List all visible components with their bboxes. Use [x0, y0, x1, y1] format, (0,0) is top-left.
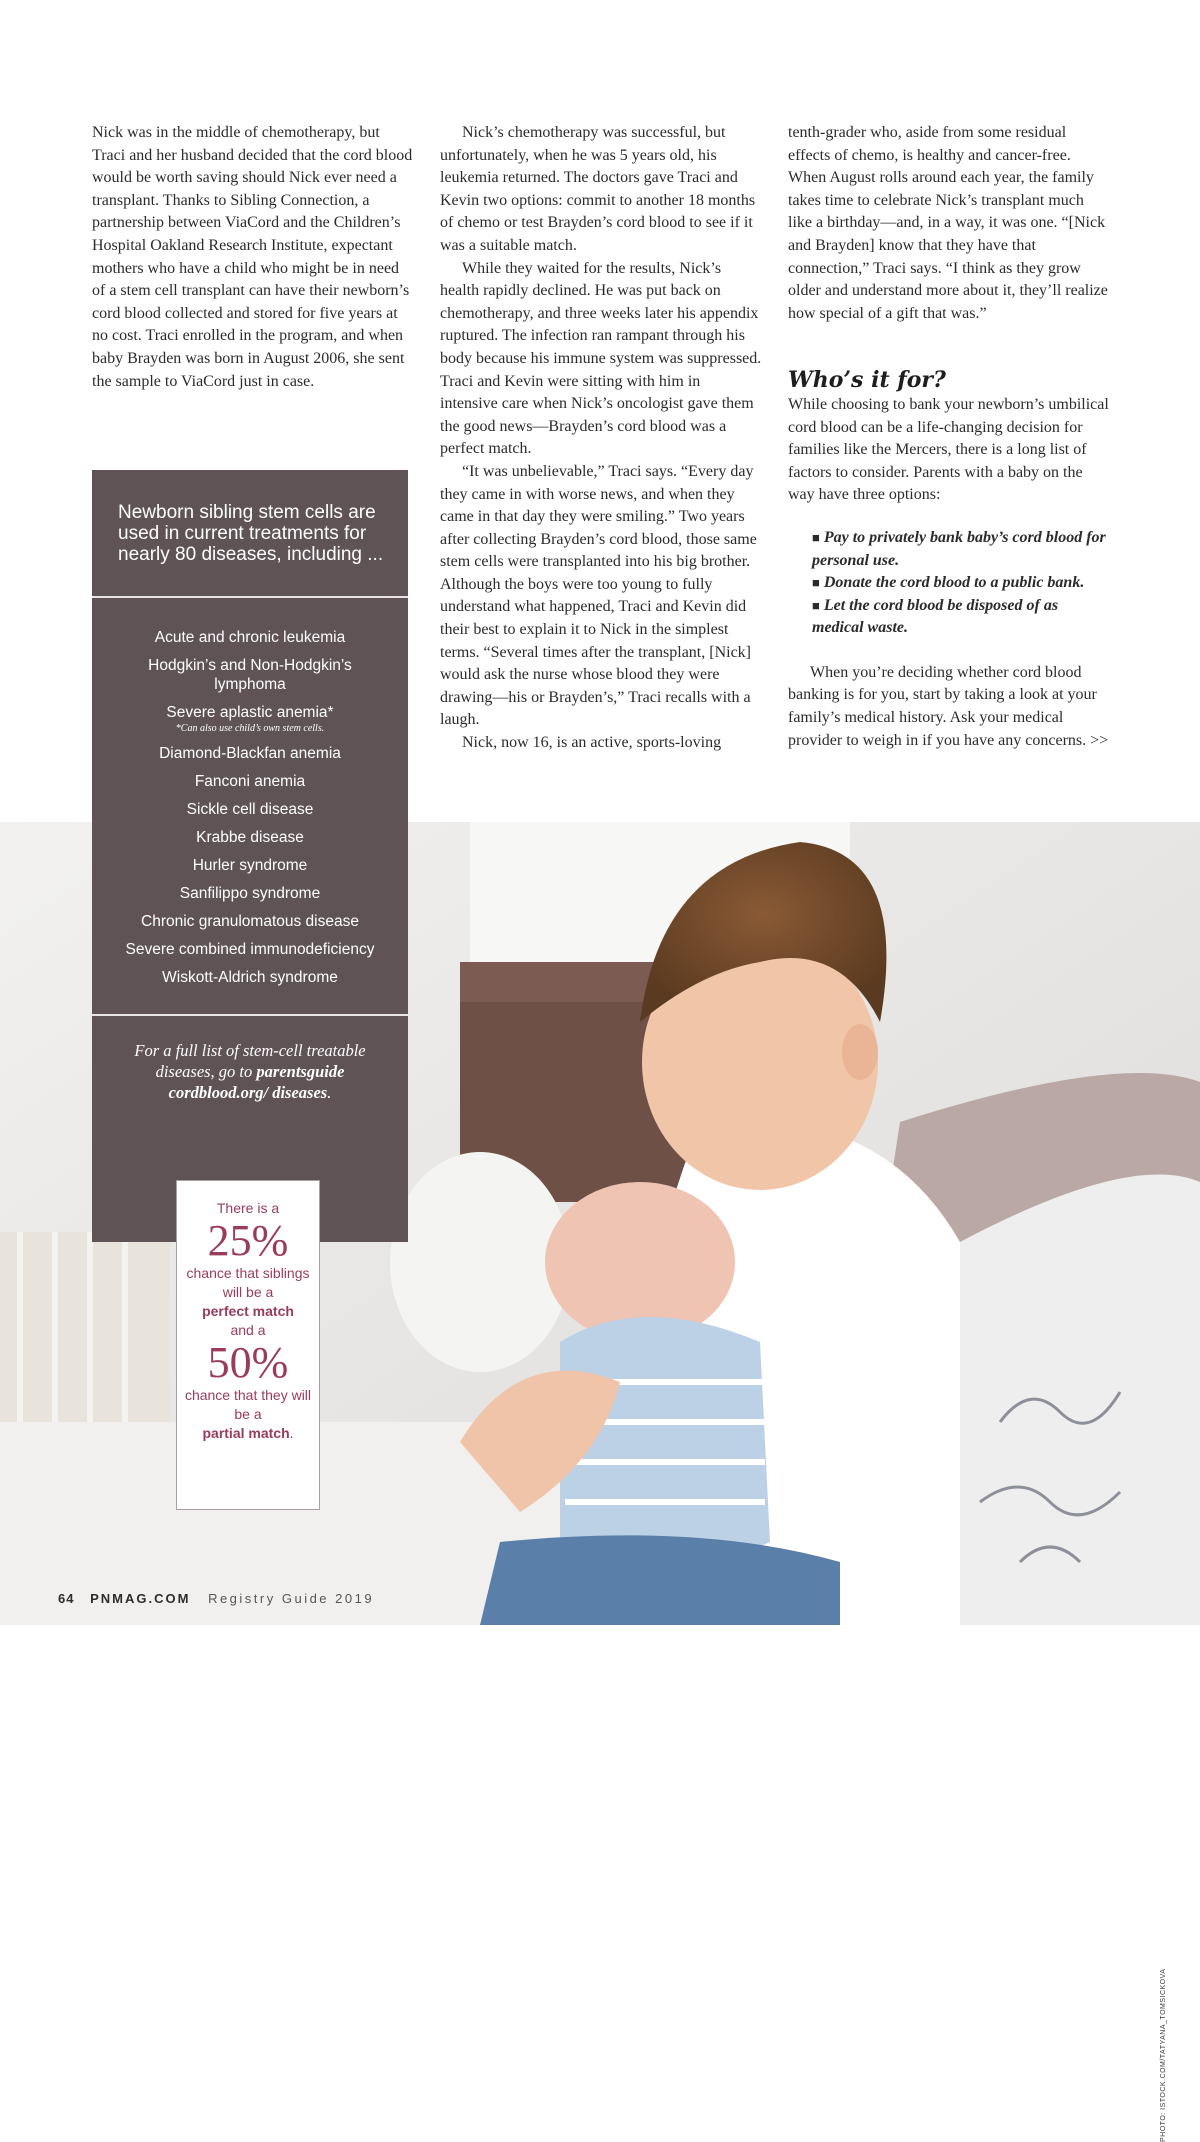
- body-paragraph: tenth-grader who, aside from some residual effects of chemo, is healthy and cancer-free. When August rolls around each year, the family takes time to celebrate Nick’s transplant much like a birthday—and, in a way, it was one. “[Nick and Brayden] know that they have that connection,” Traci says. “I think as they grow older and understand more about it, they’ll realize how special of a gift that was.”: [788, 124, 1108, 322]
- list-item: Diamond-Blackfan anemia: [159, 745, 341, 762]
- list-item: Sickle cell disease: [186, 801, 314, 818]
- list-item: Severe aplastic anemia* *Can also use child’s own stem cells.: [112, 703, 388, 735]
- body-paragraph: Nick, now 16, is an active, sports-loving: [462, 734, 722, 752]
- bullet-square-icon: ■: [812, 597, 820, 613]
- body-paragraph: While choosing to bank your newborn’s umbilical cord blood can be a life-changing decision for families like the Mercers, there is a long list of factors to consider. Parents with a baby on the way have three options:: [788, 395, 1109, 504]
- article-column-2: [440, 122, 762, 755]
- page-footer: [58, 1591, 374, 1606]
- bullet-square-icon: ■: [812, 575, 820, 591]
- list-item: ■ Donate the cord blood to a public bank.: [812, 574, 1085, 592]
- body-paragraph: When you’re deciding whether cord blood banking is for you, start by taking a look at your family’s medical history. Ask your medical provider to weigh in if you have any concerns. >>: [788, 663, 1109, 749]
- bullet-square-icon: ■: [812, 529, 820, 545]
- article-column-1: [92, 122, 414, 393]
- list-item: Sanfilippo syndrome: [179, 885, 321, 902]
- sidebar-footer: For a full list of stem-cell treatable diseases, go to parentsguide cordblood.org/ diseases.: [134, 1041, 366, 1102]
- body-paragraph: Nick’s chemotherapy was successful, but unfortunately, when he was 5 years old, his leukemia returned. The doctors gave Traci and Kevin two options: commit to another 18 months of chemo or test Brayden’s cord blood to see if it was a suitable match.: [440, 124, 756, 254]
- site-name: PNMAG.COM: [90, 1591, 191, 1606]
- photo-credit: PHOTO: ISTOCK.COM/TATYANA_TOMSICKOVA: [1160, 1968, 1167, 2142]
- body-paragraph: Nick was in the middle of chemotherapy, but Traci and her husband decided that the cord blood would be worth saving should Nick ever need a transplant. Thanks to Sibling Connection, a partnership between ViaCord and the Children’s Hospital Oakland Research Institute, expectant mothers who have a child who might be in need of a stem cell transplant can have their newborn’s cord blood collected and stored for five years at no cost. Traci enrolled in the program, and when baby Brayden was born in August 2006, she sent the sample to ViaCord just in case.: [92, 124, 413, 390]
- article-column-3: [788, 122, 1110, 752]
- list-item: ■ Pay to privately bank baby’s cord blood for personal use.: [812, 528, 1106, 569]
- stat-percent: 25%: [207, 1216, 289, 1265]
- disease-sidebar: [92, 470, 408, 1242]
- page-number: 64: [58, 1591, 75, 1606]
- list-item: Fanconi anemia: [194, 773, 306, 790]
- list-item: Acute and chronic leukemia: [154, 629, 346, 646]
- list-item: Wiskott-Aldrich syndrome: [162, 969, 338, 986]
- disease-list-link[interactable]: parentsguide cordblood.org/ diseases: [168, 1062, 345, 1102]
- body-paragraph: While they waited for the results, Nick’s health rapidly declined. He was put back on chemotherapy, and three weeks later his appendix ruptured. The infection ran rampant through his body because his immune system was suppressed. Traci and Kevin were sitting with him in intensive care when Nick’s oncologist gave them the good news—Brayden’s cord blood was a perfect match.: [440, 259, 762, 458]
- list-item: Chronic granulomatous disease: [141, 913, 359, 930]
- list-item: Hurler syndrome: [192, 857, 308, 874]
- publication-name: Registry Guide 2019: [208, 1591, 375, 1606]
- disease-list: [92, 598, 408, 1014]
- sidebar-heading: Newborn sibling stem cells are used in current treatments for nearly 80 diseases, including ...: [118, 502, 384, 565]
- list-item: Krabbe disease: [196, 829, 304, 846]
- section-subhead: Who’s it for?: [788, 367, 946, 394]
- list-item: ■ Let the cord blood be disposed of as medical waste.: [812, 596, 1059, 637]
- list-item: Hodgkin’s and Non-Hodgkin’s lymphoma: [148, 657, 352, 693]
- options-list: [812, 527, 1110, 640]
- stat-percent: 50%: [207, 1338, 289, 1387]
- footnote: *Can also use child’s own stem cells.: [175, 723, 325, 734]
- list-item: Severe combined immunodeficiency: [125, 941, 375, 958]
- body-paragraph: “It was unbelievable,” Traci says. “Every day they came in with worse news, and when they came in that day they were smiling.” Two years after collecting Brayden’s cord blood, those same stem cells were transplanted into his big brother. Although the boys were too young to fully understand what happened, Traci and Kevin did their best to explain it to Nick in the simplest terms. “Several times after the transplant, [Nick] would ask the nurse whose blood they were drawing—his or Brayden’s,” Traci recalls with a laugh.: [440, 462, 757, 729]
- sibling-match-stat-box: There is a 25% chance that siblings will be a perfect match and a 50% chance that they will be a partial match.: [176, 1180, 320, 1510]
